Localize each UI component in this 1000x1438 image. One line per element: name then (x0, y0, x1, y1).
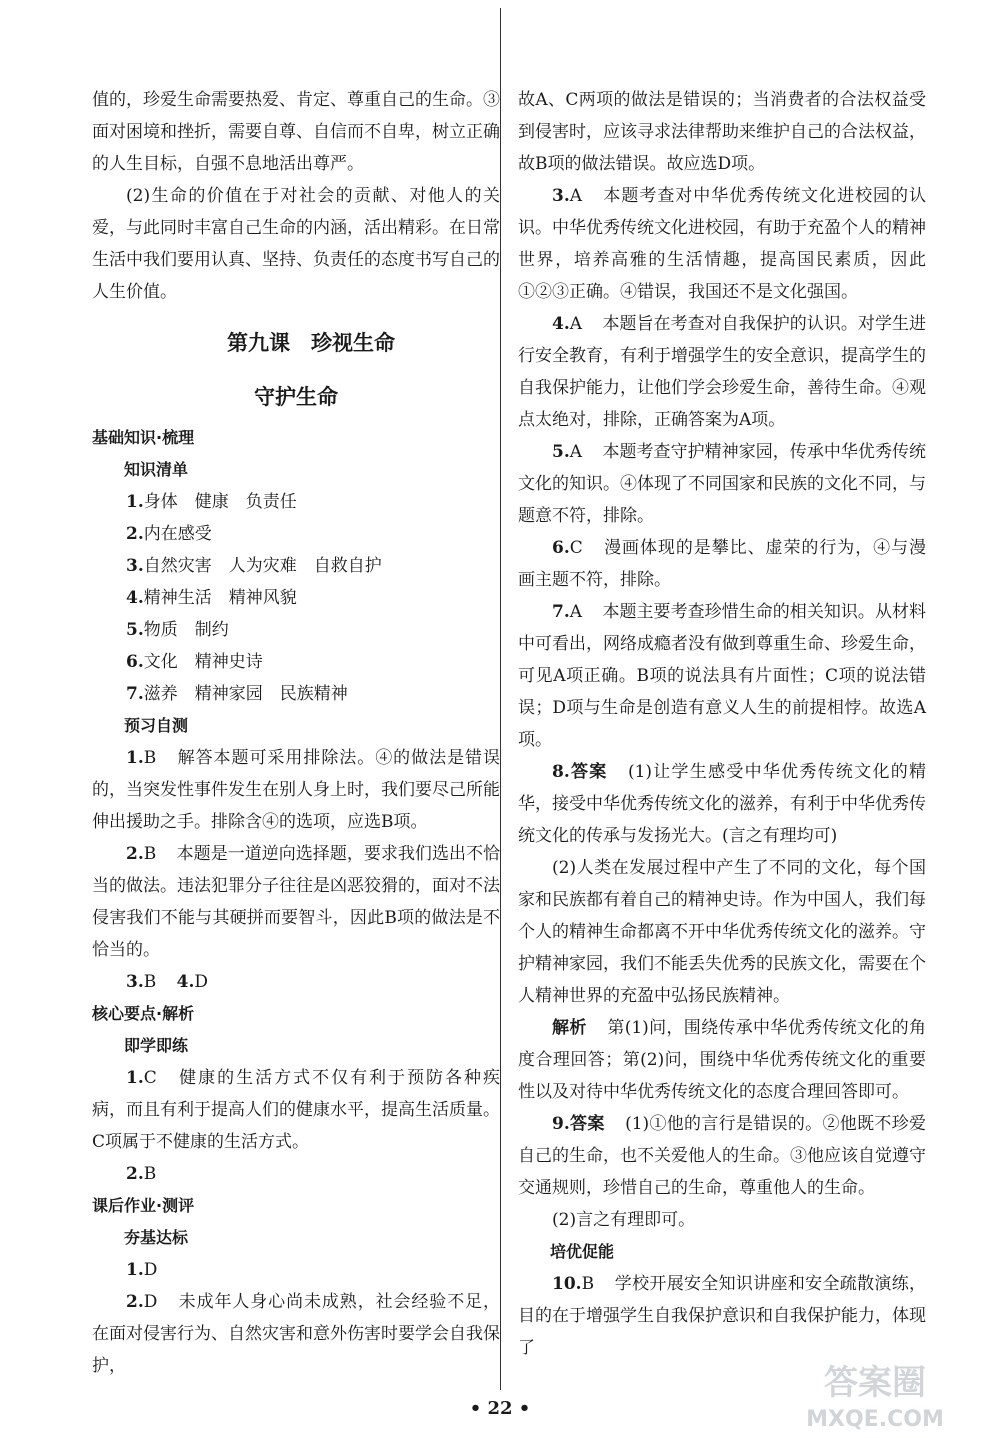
list-item: 5.物质 制约 (126, 620, 229, 640)
watermark-line1: 答案圈 (824, 1363, 926, 1403)
answer-item: 5.A 本题考查守护精神家园，传承中华优秀传统文化的知识。④体现了不同国家和民族的文化不同，与题意不符，排除。 (518, 442, 926, 526)
checklist (92, 486, 500, 710)
analysis-paragraph: 解析 第(1)问，围绕传承中华优秀传统文化的角度合理回答；第(2)问，围绕中华优秀传统文化的重要性以及对待中华优秀传统文化的态度合理回答即可。 (518, 1018, 926, 1102)
lesson-title: 第九课 珍视生命 (227, 331, 395, 355)
list-item: 4.精神生活 精神风貌 (126, 588, 297, 608)
watermark-line2: MXQE.COM (806, 1407, 944, 1432)
answer-item: 6.C 漫画体现的是攀比、虚荣的行为，④与漫画主题不符，排除。 (518, 538, 926, 590)
preview-heading: 预习自测 (124, 716, 189, 735)
answer-item: 3.A 本题考查对中华优秀传统文化进校园的认识。中华优秀传统文化进校园，有助于充盈个人的精神世界，培养高雅的生活情趣，提高国民素质，因此①②③正确。④错误，我国还不是文化强国。 (518, 186, 926, 302)
answer-item: 1.B 解答本题可采用排除法。④的做法是错误的，当突发性事件发生在别人身上时，我们要尽己所能伸出援助之手。排除含④的选项，应选B项。 (92, 748, 500, 832)
basic-knowledge-heading: 基础知识·梳理 (92, 428, 195, 447)
answer-paragraph: (2)言之有理即可。 (552, 1210, 696, 1230)
answer-item-short: 3.B 4.D (126, 972, 209, 992)
answer-item: 9.答案 (1)①他的言行是错误的。②他既不珍爱自己的生命，也不关爱他人的生命。③他应该自觉遵守交通规则，珍惜自己的生命，尊重他人的生命。 (518, 1114, 926, 1198)
answer-item: 1.C 健康的生活方式不仅有利于预防各种疾病，而且有利于提高人们的健康水平，提高生活质量。C项属于不健康的生活方式。 (92, 1068, 500, 1152)
watermark-logo (770, 1354, 980, 1434)
column-divider (500, 8, 501, 1390)
answer-item: 7.A 本题主要考查珍惜生命的相关知识。从材料中可看出，网络成瘾者没有做到尊重生命、珍爱生命，可见A项正确。B项的说法具有片面性；C项的说法错误；D项与生命是创造有意义人生的前提相悖。故选A项。 (518, 602, 926, 750)
practice-heading: 即学即练 (124, 1036, 189, 1055)
answer-item: 10.B 学校开展安全知识讲座和安全疏散演练，目的在于增强学生自我保护意识和自我保护能力，体现了 (518, 1274, 926, 1358)
section-title: 守护生命 (254, 385, 338, 409)
answer-paragraph: (2)人类在发展过程中产生了不同的文化，每个国家和民族都有着自己的精神史诗。作为中国人，我们每个人的精神生命都离不开中华优秀传统文化的滋养。守护精神家园，我们不能丢失优秀的民族文化，需要在个人精神世界的充盈中弘扬民族精神。 (518, 858, 926, 1006)
answer-item: 2.B 本题是一道逆向选择题，要求我们选出不恰当的做法。违法犯罪分子往往是凶恶狡猾的，面对不法侵害我们不能与其硬拼而要智斗，因此B项的做法是不恰当的。 (92, 844, 500, 960)
improve-heading: 培优促能 (550, 1242, 615, 1261)
homework-heading: 课后作业·测评 (92, 1196, 195, 1215)
answer-item: 2.D 未成年人身心尚未成熟，社会经验不足，在面对侵害行为、自然灾害和意外伤害时要学会自我保护， (92, 1292, 500, 1376)
answer-item: 4.A 本题旨在考查对自我保护的认识。对学生进行安全教育，有利于增强学生的安全意识，提高学生的自我保护能力，让他们学会珍爱生命，善待生命。④观点太绝对，排除，正确答案为A项。 (518, 314, 926, 430)
list-item: 7.滋养 精神家园 民族精神 (126, 684, 348, 704)
answer-item-short: 1.D (126, 1260, 158, 1280)
answer-item-short: 2.B (126, 1164, 157, 1184)
paragraph-continued: 故A、C两项的做法是错误的；当消费者的合法权益受到侵害时，应该寻求法律帮助来维护自己的合法权益，故B项的做法错误。故应选D项。 (518, 90, 926, 174)
list-item: 6.文化 精神史诗 (126, 652, 263, 672)
paragraph-continued: 值的，珍爱生命需要热爱、肯定、尊重自己的生命。③面对困境和挫折，需要自尊、自信而不自卑，树立正确的人生目标，自强不息地活出尊严。 (92, 90, 500, 174)
paragraph-life-value: (2)生命的价值在于对社会的贡献、对他人的关爱，与此同时丰富自己生命的内涵，活出精彩。在日常生活中我们要用认真、坚持、负责任的态度书写自己的人生价值。 (92, 186, 500, 302)
checklist-heading: 知识清单 (124, 460, 189, 479)
left-column (92, 84, 500, 1382)
page-number: • 22 • (469, 1398, 531, 1419)
right-column (518, 84, 926, 1364)
answer-item: 8.答案 (1)让学生感受中华优秀传统文化的精华，接受中华优秀传统文化的滋养，有利于中华优秀传统文化的传承与发扬光大。(言之有理均可) (518, 762, 926, 846)
list-item: 2.内在感受 (126, 524, 212, 544)
list-item: 1.身体 健康 负责任 (126, 492, 297, 512)
basic-target-heading: 夯基达标 (124, 1228, 189, 1247)
list-item: 3.自然灾害 人为灾难 自救自护 (126, 556, 382, 576)
core-points-heading: 核心要点·解析 (92, 1004, 195, 1023)
